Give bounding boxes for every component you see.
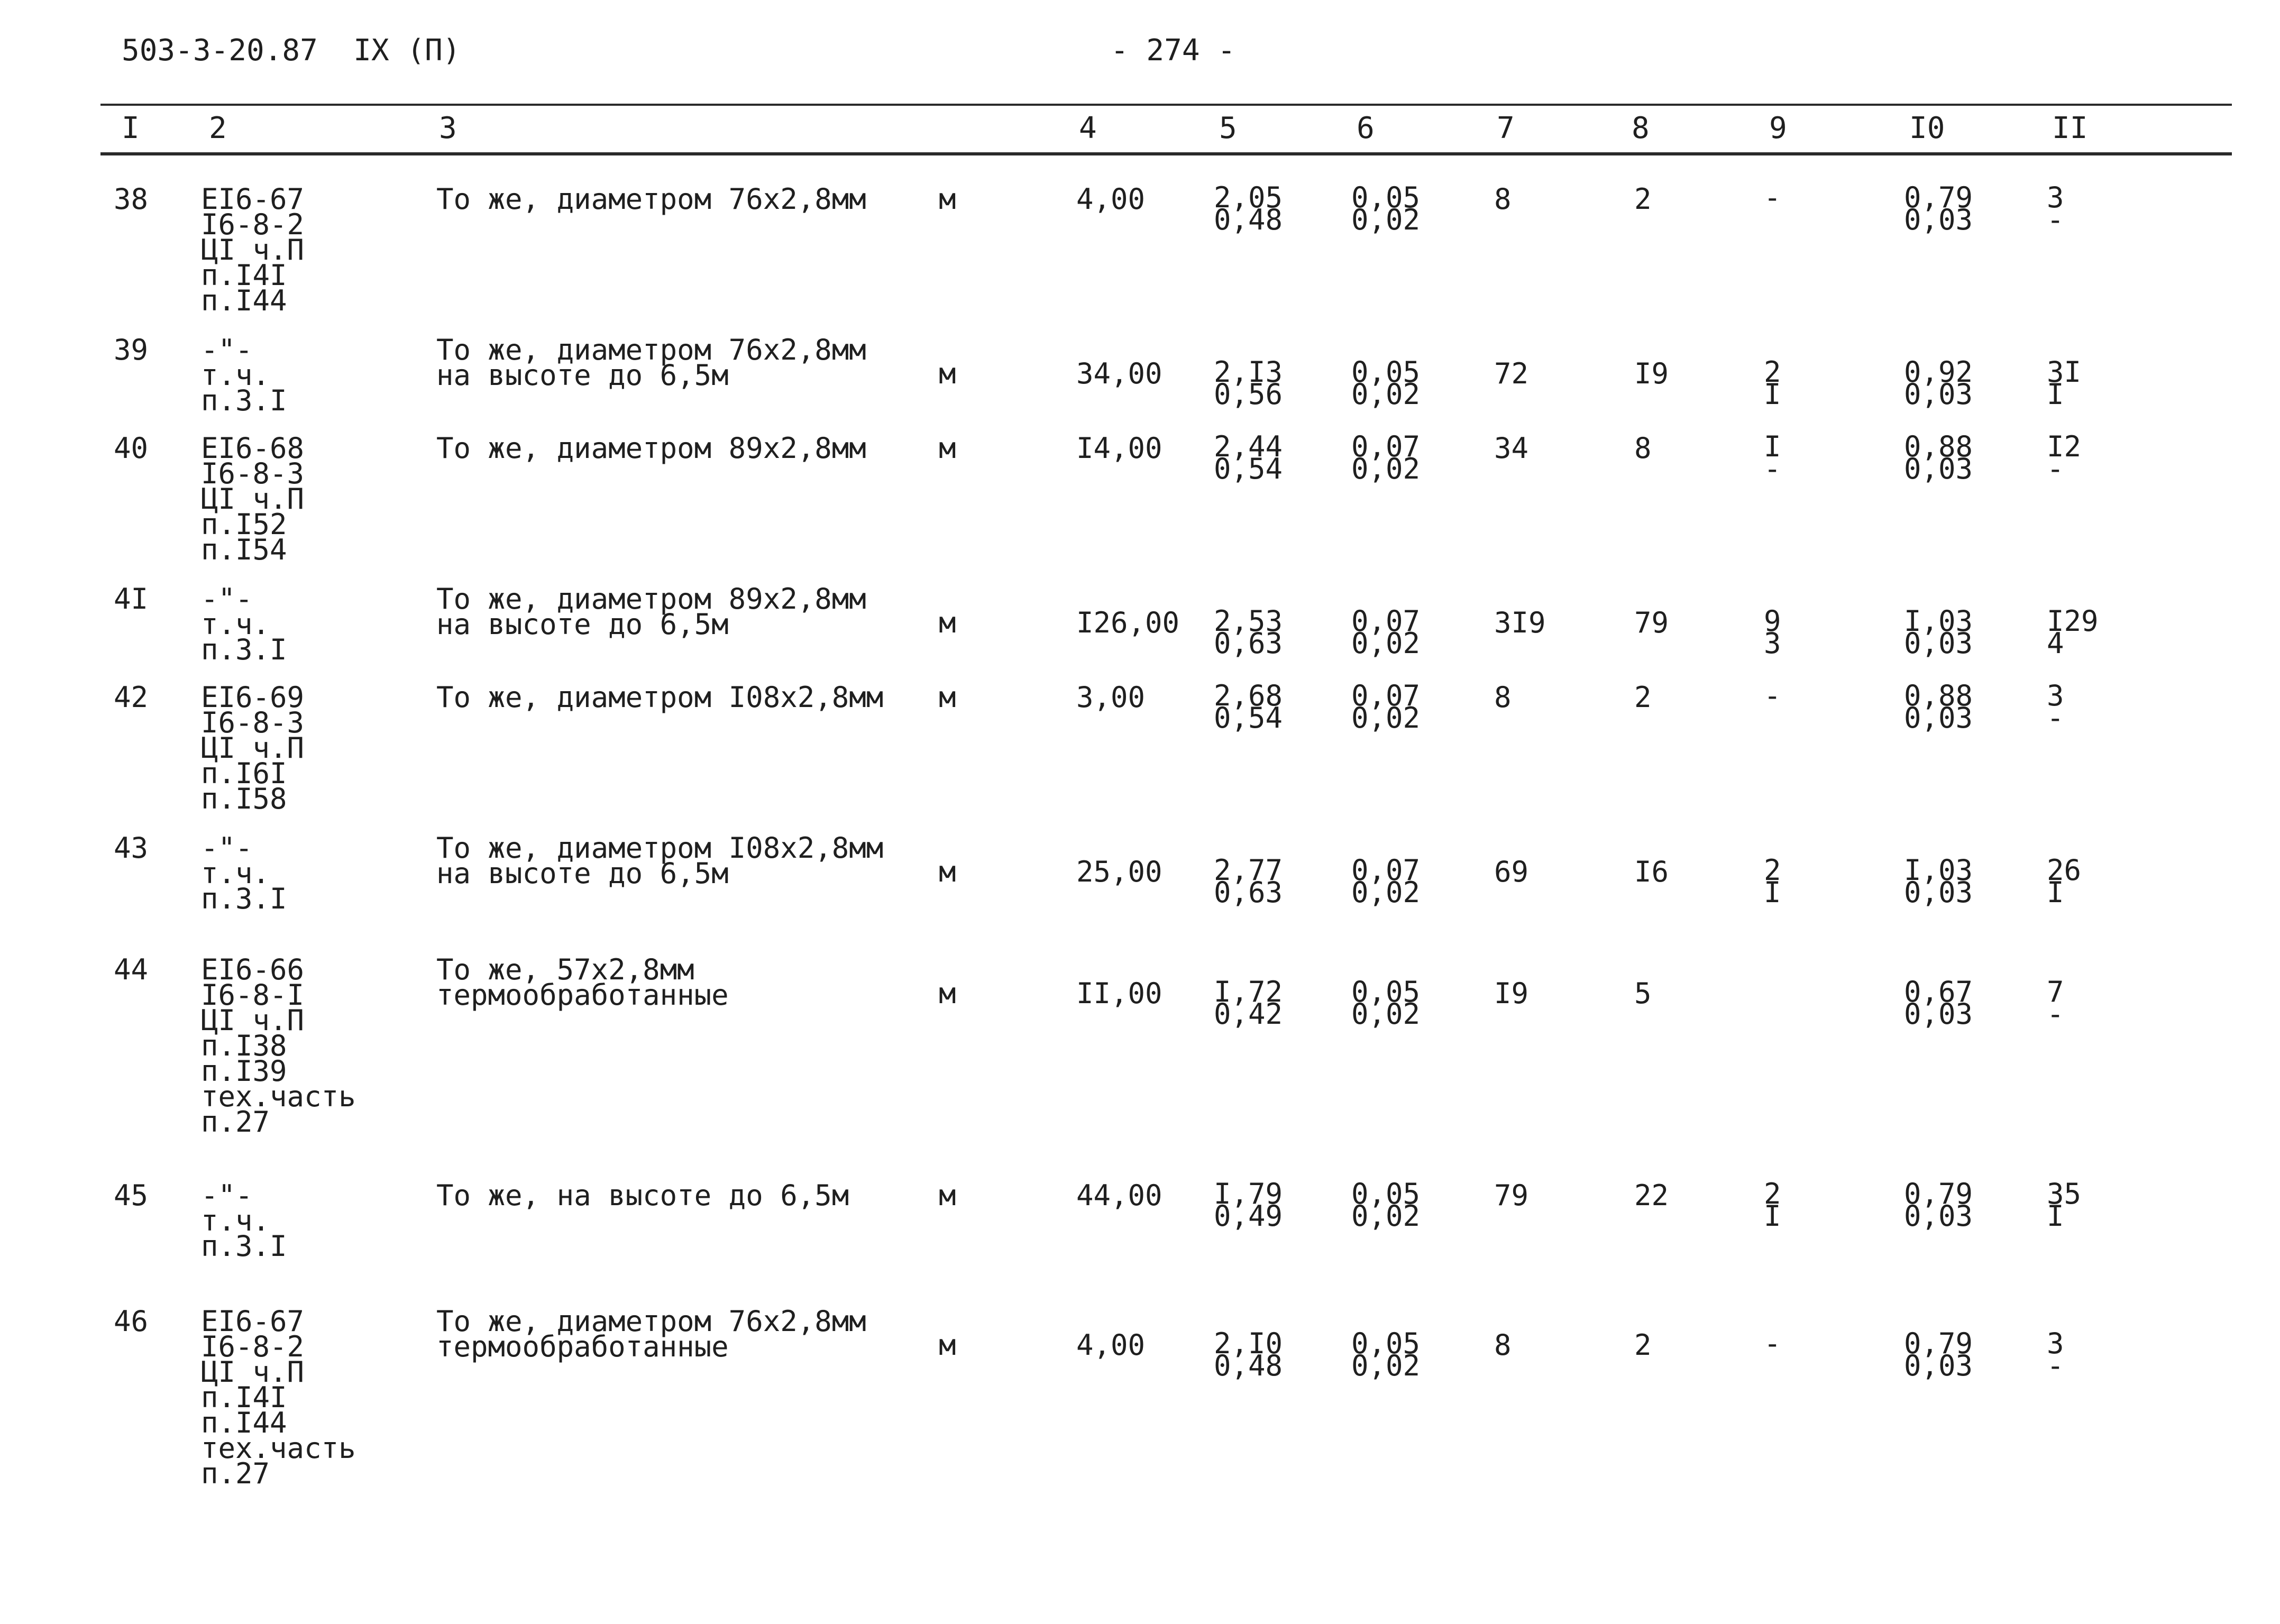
cell-num: 46 — [114, 1305, 149, 1338]
cell-desc: То же, диаметром 76х2,8мм термообработанные — [436, 1305, 866, 1363]
cell-code: EI6-68 I6-8-3 ЦI ч.П п.I52 п.I54 — [201, 432, 305, 566]
cell-c5: 2,68 0,54 — [1214, 679, 1283, 735]
column-header-7: 7 — [1497, 111, 1515, 145]
cell-c5: 2,53 0,63 — [1214, 604, 1283, 660]
cell-code: EI6-66 I6-8-I ЦI ч.П п.I38 п.I39 тех.часть п.27 — [201, 953, 356, 1139]
column-header-9: 9 — [1769, 111, 1787, 145]
cell-c11: I29 4 — [2047, 604, 2099, 660]
cell-c8: I9 — [1634, 357, 1669, 390]
cell-c5: 2,77 0,63 — [1214, 854, 1283, 909]
cell-c11: 3 - — [2047, 181, 2064, 236]
cell-c8: I6 — [1634, 855, 1669, 888]
cell-c7: 8 — [1494, 1328, 1512, 1362]
cell-c9: - — [1764, 181, 1781, 214]
cell-desc: То же, диаметром 89х2,8мм на высоте до 6,5м — [436, 582, 866, 641]
cell-c6: 0,05 0,02 — [1351, 975, 1421, 1031]
cell-c5: 2,44 0,54 — [1214, 430, 1283, 485]
cell-c7: 8 — [1494, 681, 1512, 714]
cell-qty: 34,00 — [1076, 357, 1162, 390]
cell-c7: I9 — [1494, 977, 1529, 1010]
cell-c9: I - — [1764, 430, 1781, 485]
cell-c6: 0,05 0,02 — [1351, 1327, 1421, 1382]
cell-c9: 2 I — [1764, 854, 1781, 909]
cell-unit: м — [939, 1328, 956, 1362]
cell-desc: То же, диаметром 76х2,8мм на высоте до 6,5м — [436, 333, 866, 392]
cell-c8: 79 — [1634, 606, 1669, 639]
table-top-rule — [100, 104, 2232, 106]
column-header-6: 6 — [1357, 111, 1375, 145]
cell-c11: I2 - — [2047, 430, 2082, 485]
cell-qty: 4,00 — [1076, 1328, 1146, 1362]
column-header-3: 3 — [439, 111, 457, 145]
cell-c11: 7 - — [2047, 975, 2064, 1031]
cell-c10: 0,67 0,03 — [1904, 975, 1973, 1031]
cell-c8: 2 — [1634, 182, 1652, 216]
cell-unit: м — [939, 182, 956, 216]
cell-c8: 22 — [1634, 1179, 1669, 1212]
cell-c10: 0,79 0,03 — [1904, 181, 1973, 236]
cell-c6: 0,07 0,02 — [1351, 679, 1421, 735]
cell-code: -"- т.ч. п.3.I — [201, 333, 287, 417]
cell-unit: м — [939, 1179, 956, 1212]
cell-c10: I,03 0,03 — [1904, 604, 1973, 660]
cell-qty: 3,00 — [1076, 681, 1146, 714]
cell-code: EI6-67 I6-8-2 ЦI ч.П п.I4I п.I44 — [201, 182, 305, 317]
cell-c11: 26 I — [2047, 854, 2082, 909]
cell-c5: 2,05 0,48 — [1214, 181, 1283, 236]
cell-c9: 2 I — [1764, 355, 1781, 411]
column-header-8: 8 — [1632, 111, 1650, 145]
cell-desc: То же, диаметром 76х2,8мм — [436, 182, 866, 216]
cell-c8: 2 — [1634, 681, 1652, 714]
cell-c7: 34 — [1494, 432, 1529, 465]
cell-c7: 79 — [1494, 1179, 1529, 1212]
cell-code: -"- т.ч. п.3.I — [201, 1179, 287, 1263]
cell-c10: 0,88 0,03 — [1904, 679, 1973, 735]
cell-code: -"- т.ч. п.3.I — [201, 831, 287, 915]
cell-num: 40 — [114, 432, 149, 465]
cell-desc: То же, диаметром I08х2,8мм на высоте до 6,5м — [436, 831, 884, 890]
cell-c5: 2,I3 0,56 — [1214, 355, 1283, 411]
table-header-rule — [100, 152, 2232, 155]
cell-qty: 44,00 — [1076, 1179, 1162, 1212]
cell-c5: I,79 0,49 — [1214, 1177, 1283, 1233]
cell-desc: То же, 57х2,8мм термообработанные — [436, 953, 729, 1012]
cell-num: 42 — [114, 681, 149, 714]
cell-c10: 0,88 0,03 — [1904, 430, 1973, 485]
cell-num: 45 — [114, 1179, 149, 1212]
cell-c11: 3 - — [2047, 1327, 2064, 1382]
cell-c9: 9 3 — [1764, 604, 1781, 660]
cell-qty: II,00 — [1076, 977, 1162, 1010]
cell-c6: 0,07 0,02 — [1351, 430, 1421, 485]
cell-desc: То же, на высоте до 6,5м — [436, 1179, 849, 1212]
cell-c11: 3 - — [2047, 679, 2064, 735]
cell-num: 39 — [114, 333, 149, 366]
cell-c8: 8 — [1634, 432, 1652, 465]
cell-unit: м — [939, 681, 956, 714]
cell-c6: 0,07 0,02 — [1351, 604, 1421, 660]
cell-unit: м — [939, 432, 956, 465]
cell-num: 4I — [114, 582, 149, 616]
cell-c10: I,03 0,03 — [1904, 854, 1973, 909]
cell-c6: 0,07 0,02 — [1351, 854, 1421, 909]
cell-code: -"- т.ч. п.3.I — [201, 582, 287, 666]
column-header-5: 5 — [1219, 111, 1237, 145]
cell-code: EI6-69 I6-8-3 ЦI ч.П п.I6I п.I58 — [201, 681, 305, 815]
cell-c7: 72 — [1494, 357, 1529, 390]
cell-c5: I,72 0,42 — [1214, 975, 1283, 1031]
column-header-4: 4 — [1079, 111, 1097, 145]
cell-c9: 2 I — [1764, 1177, 1781, 1233]
cell-c11: 3I I — [2047, 355, 2082, 411]
column-header-10: I0 — [1909, 111, 1945, 145]
cell-c11: 35 I — [2047, 1177, 2082, 1233]
cell-qty: I4,00 — [1076, 432, 1162, 465]
cell-num: 38 — [114, 182, 149, 216]
cell-c6: 0,05 0,02 — [1351, 1177, 1421, 1233]
cell-desc: То же, диаметром 89х2,8мм — [436, 432, 866, 465]
page-number: - 274 - — [1111, 33, 1236, 68]
cell-unit: м — [939, 357, 956, 390]
cell-c7: 8 — [1494, 182, 1512, 216]
cell-c10: 0,92 0,03 — [1904, 355, 1973, 411]
cell-c9: - — [1764, 1327, 1781, 1360]
cell-unit: м — [939, 855, 956, 888]
cell-num: 43 — [114, 831, 149, 865]
column-header-2: 2 — [209, 111, 227, 145]
column-header-11: II — [2052, 111, 2088, 145]
cell-c5: 2,I0 0,48 — [1214, 1327, 1283, 1382]
document-code: 503-3-20.87 IX (П) — [122, 33, 461, 68]
cell-unit: м — [939, 606, 956, 639]
cell-qty: 25,00 — [1076, 855, 1162, 888]
cell-c9: - — [1764, 679, 1781, 712]
cell-num: 44 — [114, 953, 149, 986]
cell-c10: 0,79 0,03 — [1904, 1177, 1973, 1233]
cell-c8: 5 — [1634, 977, 1652, 1010]
cell-c8: 2 — [1634, 1328, 1652, 1362]
cell-desc: То же, диаметром I08х2,8мм — [436, 681, 884, 714]
cell-unit: м — [939, 977, 956, 1010]
cell-c6: 0,05 0,02 — [1351, 355, 1421, 411]
cell-c7: 3I9 — [1494, 606, 1546, 639]
cell-c10: 0,79 0,03 — [1904, 1327, 1973, 1382]
cell-code: EI6-67 I6-8-2 ЦI ч.П п.I4I п.I44 тех.часть п.27 — [201, 1305, 356, 1490]
cell-c6: 0,05 0,02 — [1351, 181, 1421, 236]
cell-qty: 4,00 — [1076, 182, 1146, 216]
cell-qty: I26,00 — [1076, 606, 1180, 639]
column-header-1: I — [122, 111, 140, 145]
cell-c7: 69 — [1494, 855, 1529, 888]
